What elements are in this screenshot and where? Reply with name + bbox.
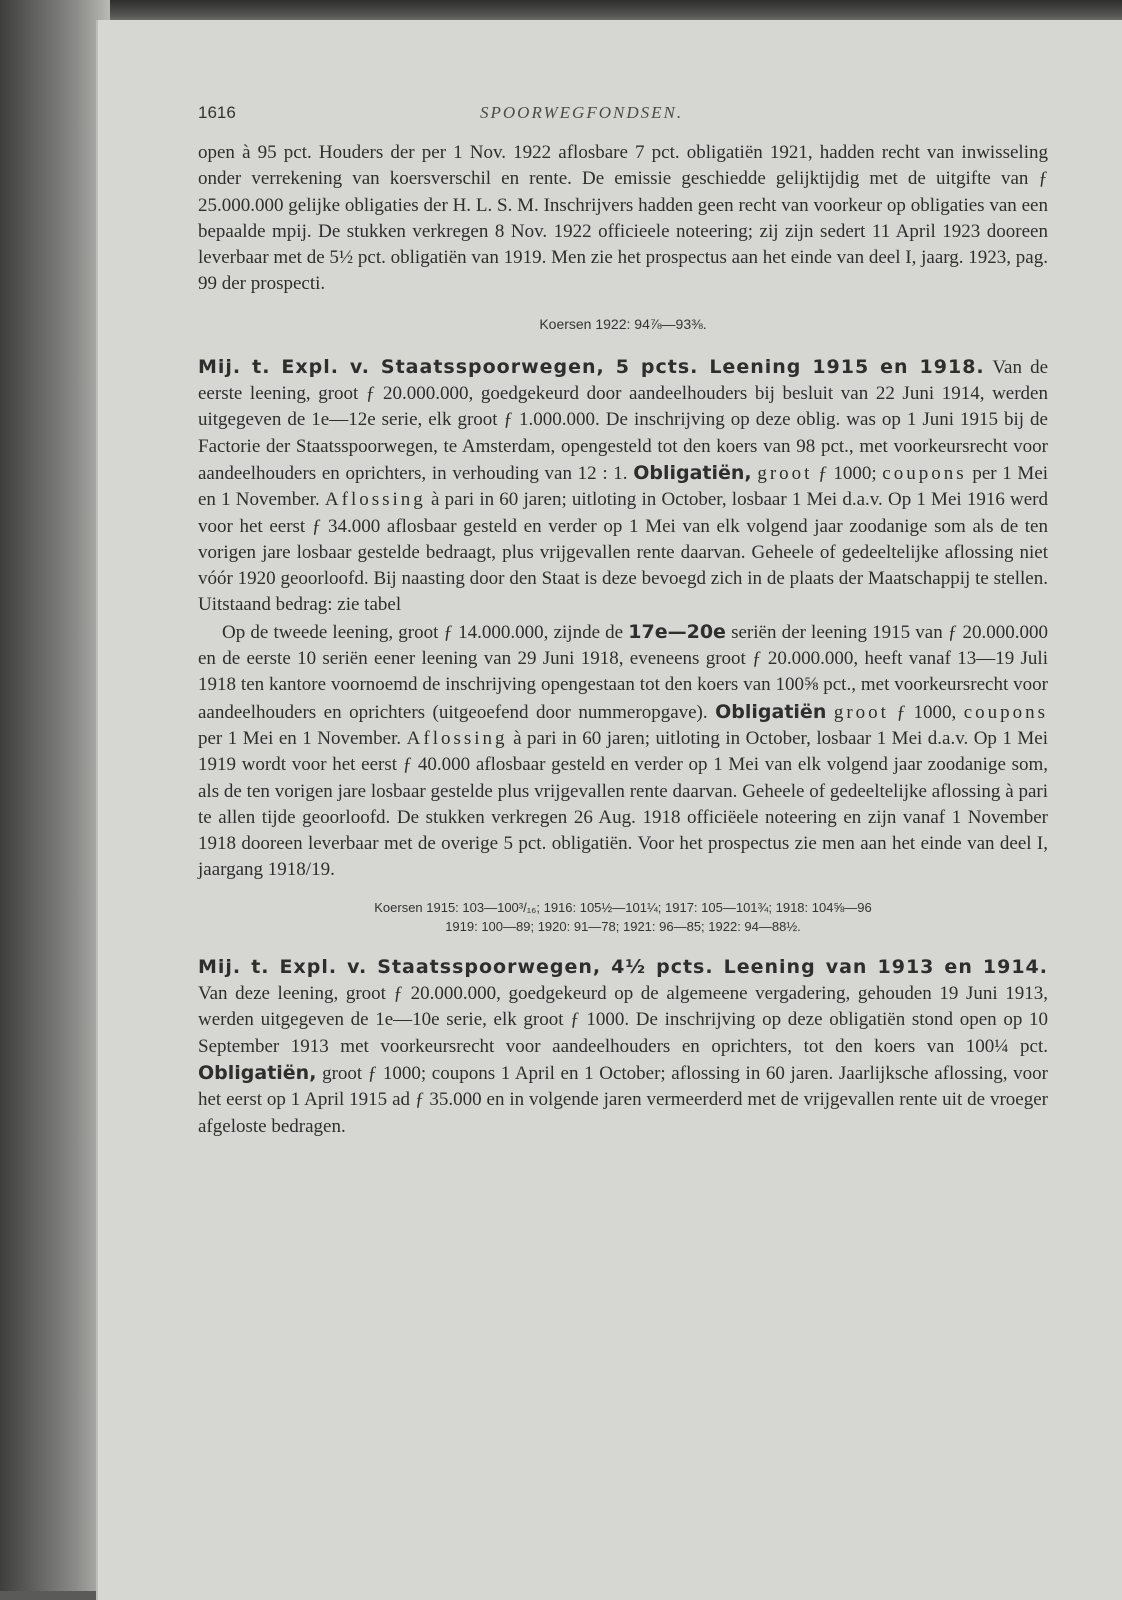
section1-koersen: [198, 898, 1048, 936]
page-number: 1616: [198, 103, 236, 122]
section1-paragraph: [198, 354, 1048, 619]
section1-series-label: 17e—20e: [628, 620, 726, 643]
section2-text-b: groot ƒ 1000; coupons 1 April en 1 October; aflossing in 60 jaren. Jaarlijksche aflossing, voor het eerst op 1 April 1915 ad ƒ 35.000 en in volgende jaren vermeerderd met de vrijgevallen rente uit de vroeger afgeloste bedragen.: [198, 1062, 1048, 1137]
section1-text-b: ƒ 1000;: [818, 462, 877, 484]
section1-para2-c: ƒ 1000,: [896, 701, 957, 723]
section2-obligatien-label: Obligatiën,: [198, 1061, 317, 1084]
section1-groot-label: groot: [757, 462, 813, 484]
page-content: [198, 100, 1048, 1140]
running-title: SPOORWEGFONDSEN.: [480, 103, 684, 122]
intro-paragraph: open à 95 pct. Houders der per 1 Nov. 1922 aflosbare 7 pct. obligatiën 1921, hadden recht van inwisseling onder verrekening van koersverschil en rente. De emissie geschiedde gelijktijdig met de uitgifte van ƒ 25.000.000 gelijke obligaties der H. L. S. M. Inschrijvers hadden geen recht van voorkeur op obligaties van een bepaalde mpij. De stukken verkregen 8 Nov. 1922 officieele noteering; zij zijn sedert 11 April 1923 dooreen leverbaar met de 5½ pct. obligatiën van 1919. Men zie het prospectus aan het einde van deel I, jaarg. 1923, pag. 99 der prospecti.: [198, 142, 1048, 295]
section1-coupons-label-2: coupons: [963, 701, 1049, 723]
section1-obligatien-label: Obligatiën,: [633, 461, 752, 484]
book-page: [96, 20, 1122, 1600]
section1-paragraph-2: [198, 619, 1048, 884]
section1-obligatien-label-2: Obligatiën: [715, 700, 827, 723]
section1-aflossing-label-2: Aflossing: [406, 727, 508, 749]
section2-heading: Mij. t. Expl. v. Staatsspoorwegen, 4½ pcts. Leening van 1913 en 1914.: [198, 955, 1048, 978]
section1-coupons-label: coupons: [882, 462, 967, 484]
section1-text-a: Van de eerste leening, groot ƒ 20.000.000, goedgekeurd door aandeelhouders bij besluit van 22 Juni 1914, werden uitgegeven de 1e—12e serie, elk groot ƒ 1.000.000. De inschrijving op deze oblig. was op 1 Juni 1915 bij de Factorie der Staatsspoorwegen, te Amsterdam, opengesteld tot den koers van 98 pct., met voorkeursrecht voor aandeelhouders en oprichters, in verhouding van 12 : 1.: [198, 356, 1048, 484]
section1-para2-a: Op de tweede leening, groot ƒ 14.000.000, zijnde de: [222, 621, 624, 643]
section1-para2-e: à pari in 60 jaren; uitloting in October, losbaar 1 Mei d.a.v. Op 1 Mei 1919 wordt voor het eerst ƒ 40.000 aflosbaar gesteld en verder op 1 Mei van elk volgend jaar zoodanige som, als de ten vorigen jare losbaar gestelde plus vrijgevallen rente daarvan. Geheele of gedeeltelijke aflossing à pari te allen tijde geoorloofd. De stukken verkregen 26 Aug. 1918 officiëele noteering en zijn vanaf 1 November 1918 dooreen leverbaar met de overige 5 pct. obligatiën. Voor het prospectus zie men aan het einde van deel I, jaargang 1918/19.: [198, 727, 1049, 881]
section1-text-d: à pari in 60 jaren; uitloting in October, losbaar 1 Mei d.a.v. Op 1 Mei 1916 werd voor het eerst ƒ 34.000 aflosbaar gesteld en verder op 1 Mei van elk volgend jaar zoodanige som als de ten vorigen jare losbaar gestelde bedraagt, plus vrijgevallen rente daarvan. Geheele of gedeeltelijke aflossing niet vóór 1920 geoorloofd. Bij naasting door den Staat is deze bevoegd zich in de plaats der Maatschappij te stellen. Uitstaand bedrag: zie tabel: [198, 489, 1049, 616]
section1-para2-b: seriën der leening 1915 van ƒ 20.000.000 en de eerste 10 seriën eener leening van 29 Juni 1918, eveneens groot ƒ 20.000.000, heeft vanaf 13—19 Juli 1918 ten kantore voornoemd de inschrijving opengestaan tot den koers van 100⅝ pct., met voorkeursrecht voor aandeelhouders en oprichters (uitgeoefend door nummeropgave).: [198, 621, 1049, 723]
book-spine-edge: [0, 0, 110, 1591]
section1-text-c: per 1 Mei en 1 November.: [198, 462, 1049, 511]
section1-koersen-line-1: Koersen 1915: 103—100³/₁₆; 1916: 105½—101¼; 1917: 105—101¾; 1918: 104⅝—96: [374, 899, 872, 915]
running-head: [198, 100, 1048, 140]
intro-koersen: Koersen 1922: 94⅞—93⅜.: [539, 315, 707, 332]
section1-heading: Mij. t. Expl. v. Staatsspoorwegen, 5 pcts. Leening 1915 en 1918.: [198, 355, 985, 378]
section1-groot-label-2: groot: [833, 701, 889, 723]
section1-para2-d: per 1 Mei en 1 November.: [198, 727, 402, 749]
section2-text-a: Van deze leening, groot ƒ 20.000.000, goedgekeurd op de algemeene vergadering, gehouden 19 Juni 1913, werden uitgegeven de 1e—10e serie, elk groot ƒ 1000. De inschrijving op deze obligatiën stond open op 10 September 1913 met voorkeursrecht voor aandeelhouders en oprichters, tot den koers van 100¼ pct.: [198, 983, 1048, 1057]
section1-aflossing-label: Aflossing: [324, 489, 426, 511]
section2-paragraph: [198, 954, 1048, 1140]
section1-koersen-line-2: 1919: 100—89; 1920: 91—78; 1921: 96—85; 1922: 94—88½.: [445, 918, 801, 934]
